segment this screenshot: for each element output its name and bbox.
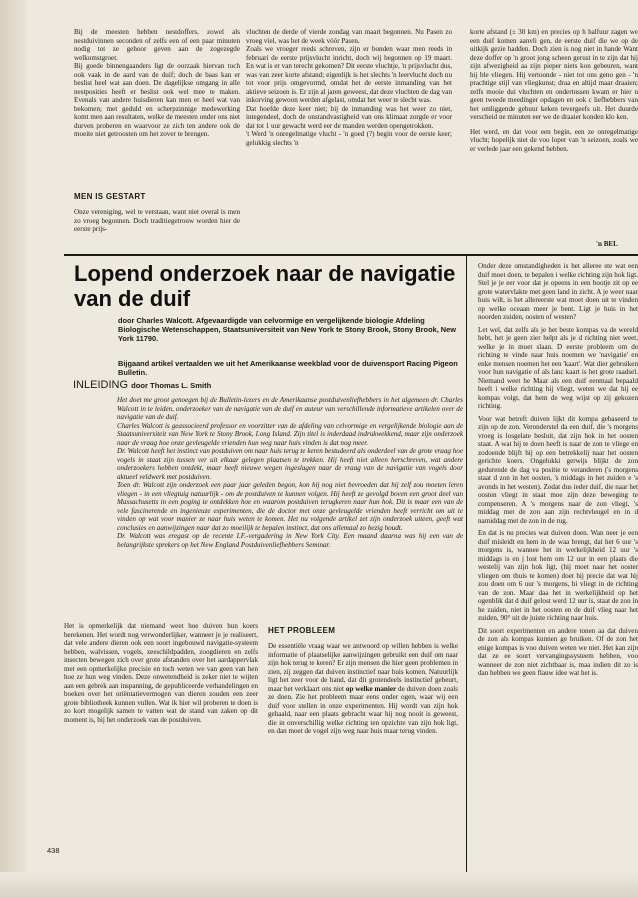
article-column-b xyxy=(268,642,458,864)
paragraph: Bij goede binnengaanders ligt de oorzaak hiervan toch ook vaak in de aard van de duif; doch de baas kan er beslist heel wat aan doen. De dagelijkse omgang in alle nestposities heeft er beslist ook wel mee te maken. Evenals van andere huisdieren kan men er heel wat van bekomen; met geduld en scherpzinnige medewerking komt men aan resultaten, welke de meesten onder ons niet durven proberen en waarvoor ze zich ten andere ook de moeite niet getroosten om het zover te brengen. xyxy=(74,62,240,138)
text: de duiven doen zoals ze doen. Zie het probleem maar eens onder ogen, waar wij een duif voor stellen in onze experimenten. Hij wordt van zijn hok gehaald, naar een plaats gebracht waar hij nog nooit is geweest, die in onverschillig welke richting ten opzichte van zijn hok ligt, en dan moet de vogel zijn weg naar huis maar terug vinden. xyxy=(268,684,459,735)
intro-paragraph: Het doet me groot genoegen bij de Bulletin-lezers en de Amerikaanse postduivenliefhebbers in het algemeen dr. Charles Walcott in te leiden, onderzoeker van de navigatie van de duif en auteur van verschillende informatieve artikelen over de navigatie van de duif. xyxy=(117,396,463,421)
paragraph: Onze vereniging, wel te verstaan, want niet overal is men zo vroeg begonnen. Doch traditiegetrouw worden hier de eerste prijs- xyxy=(74,208,240,233)
intro-heading xyxy=(73,379,211,391)
paragraph: korte afstand (± 30 km) en precies op h halfuur zagen we een duif komen aanvli gen, de eerste duif die we op de uitkijk gezie hadden. Doch zien is nog niet in hande Want deze doffer op 'n groot jong scheen gerust in te zijn dat hij zijn afwezigheid aa zijn pieper niets kon gebeuren, want hij ble vliegen. Hij vertoonde - niet tot ons geno gen - 'n prachtige stijl van vliegkunst; draa en altijd maar draaien; zelfs mooie dui vluchten en ondertussen kwam er hier n geen tweede meedinger opdagen en ook c liefhebbers van het omliggende gebuur keken tevergeefs uit. Het duurde verscheid ne minuten eer we de draaier konden klo ken. xyxy=(470,28,638,121)
top-column-1-upper xyxy=(74,74,240,188)
signature: 'n BEL xyxy=(596,240,618,248)
paragraph: Het werd, en dat voor een begin, een ze onregelmatige vlucht; hopelijk niet de voo loper van 'n seizoen, zoals we er verlede jaar een gekend hebben. xyxy=(470,127,638,153)
paragraph: 't Werd 'n onregelmatige vlucht - 'n goed (?) begin voor de eerste keer; gelukkig slechts 'n xyxy=(246,130,452,147)
text: De essentiële vraag waar we antwoord op willen hebben is welke informatie of plaatselijke aanwijzingen gebruikt een duif om naar zijn hok terug te keren? Er zijn mensen die hier geen problemen in zien, zij zeggen dat duiven instinctief naar huis komen. Natuurlijk ligt het zeer voor de hand, dat dit grotendeels instinctief gebeurt, maar het verklaart ons niet xyxy=(268,642,458,693)
vertical-divider xyxy=(466,256,467,874)
article-title: Lopend onderzoek naar de navigatie van de duif xyxy=(74,261,456,311)
intro-paragraph: Dr. Walcott heeft het instinct van postduiven om naar huis terug te keren bestudeerd als onderdeel van de grote vraag hoe vogels in staat zijn tussen ver uit elkaar gelegen plaatsen te trekken. Hij heeft niet alleen herschreven, wat andere onderzoekers hebben ontdekt, maar heeft nieuwe wegen ingeslagen naar de vraag van de navigatie van vogels door aktueel veldwerk met postduiven. xyxy=(117,447,463,481)
paragraph: Onder deze omstandigheden is het alleree ste wat een duif moet doen, te bepalen i welke richting zijn hok ligt. Stel je je eer voor dat je opeens in een bootje zit op ee grote watervlakte met geen land in zicht. A je weer naar huis wilt, is het allereerste wat moet doen uit te vinden op welke oceaan meer je bent. Ligt je huis in het noorden zuiden, oosten of westen? xyxy=(478,262,638,321)
article-column-a xyxy=(64,622,258,862)
emphasis: op welke manier xyxy=(345,684,397,693)
top-column-1-continued xyxy=(74,208,240,248)
paragraph: En dat is nu precies wat duiven doen. Wan neer je een duif misleidt en hem in de waa brengt, dat het 6 uur 's morgens is, wannee het in werkelijkheid 12 uur 's middags is en j lost hem om 12 uur in een plaats die westelij van zijn hok ligt, (hij moet naar het ooster vliegen om thuis te komen) doet hij precie dat wat hij zou doen om 6 uur 's morgens, hi vliegt in de richting van de zon. Maar daa het in werkelijkheid op het ogenblik dat d duif gelost werd 12 uur is, staat de zon in he zuiden, niet in het oosten en de duif vlieg naar het zuiden, 90° uit de juiste richting naar huis. xyxy=(478,529,638,622)
page-bottom-edge xyxy=(0,872,638,898)
intro-paragraph: Toen dr. Walcott zijn onderzoek een paar jaar geleden begon, kon hij nog niet bevroeden dat hij zelf zou moeten leren vliegen - in een vliegtuig natuurlijk - om de postduiven te kunnen volgen. Hij heeft ze gevolgd boven een groot deel van Massachusetts in een poging te ontdekken hoe en waarom postduiven terugkeren naar hun hok. Dit is maar een van de vele fascinerende en ingenieuze experimenten, die de doctor met onze gevleugelde vrienden heeft verricht om uit te vinden op wat voor manier ze naar huis weten te komen. Het nu volgende artikel zet zijn onderzoek uiteen, geeft wat conclusies en aanwijzingen naar dat zo moeilijk te bepalen instinct, dat ons allemaal zo bezig houdt. xyxy=(117,481,463,532)
paragraph: Let wel, dat zelfs als je het beste kompas va de wereld hebt, het je geen zier helpt als je d richting niet weet, welke je in moet slaan. D eerste probleem om de richting te vinde naar huis noemen we 'navigatie' en enke mensen noemen het een 'kaart'. Wat dier gebruiken voor hun navigatie of als lanc kaart is het grote raadsel. Niemand weet he Maar als een duif eenmaal bepaald heeft i welke richting hij vliegt, weten we dat hij ee kompas volgt, dat hem de weg wijst op zij gekozen richting. xyxy=(478,325,638,410)
paragraph: Dit soort experimenten en andere tonen aa dat duiven de zon als kompas kunnen ge bruiken. Of de zon het enige kompas is voo duiven weten we niet. Het kan zijn dat ze ee soort vervangingssysteem hebben, voo wanneer de zon niet zichtbaar is, maa indien dit zo is dan hebben we geen flauw idee wat het is. xyxy=(478,626,638,677)
article-byline: door Charles Walcott. Afgevaardigde van celvormige en vergelijkende biologie Afdeling Biologische Wetenschappen, Staatsuniversiteit van New York te Stony Brook, Stony Brook, New York 11790. xyxy=(118,316,456,343)
binding-edge xyxy=(0,0,26,898)
horizontal-divider xyxy=(64,254,638,256)
intro-paragraph: Charles Walcott is geassocieerd professor en voorzitter van de afdeling van celvormige en vergelijkende biologie aan de Staatsuniversiteit van New York te Stony Brook, Long Island. Zijn titel is inderdaad indrukwekkend, maar zijn onderzoek naar de vraag hoe onze gevleugelde vrienden hun weg naar huis vinden is dat nog meer. xyxy=(117,421,463,447)
intro-label: INLEIDING xyxy=(73,379,129,391)
paragraph: Dat hoefde deze keer niet; bij de inmanding was het weer zo niet, integendeel, doch de onstandvastigheid van ons klimaat zorgde er voor dat tot 1 uur gewacht werd eer de manden werden opengetrokken. xyxy=(246,104,452,130)
paragraph xyxy=(268,642,458,736)
intro-author: door Thomas L. Smith xyxy=(131,381,212,390)
top-column-2 xyxy=(246,28,452,248)
article-note: Bijgaand artikel vertaalden we uit het Amerikaanse weekblad voor de duivensport Racing Pigeon Bulletin. xyxy=(118,359,458,377)
section-heading: MEN IS GESTART xyxy=(74,192,146,201)
paragraph: Voor wat betreft duiven lijkt dit kompa gebaseerd te zijn op de zon. Veronderstel da een duif, die 's morgens vroeg is losgelate besluit, dat zijn hok in het oosten staat. A wat hij te doen heeft is naar de zon te vliege en zodoende blijft hij op een betrekkelij naar het oosten gerichte koers. Ongelukki gerwijs blijkt de zon gedurende de dag va positie te veranderen ('s morgens staat d zon in het oosten, 's middags in het zuiden e 's avonds in het westen). Zodat dus ieder duif, die naar het oosten vliegt in staat moe zijn deze beweging te compenseren. A 's morgens naar de zon vliegt, 's middag met de zon aan zijn rechtvleugel en in d namiddag met de zon in de rug. xyxy=(478,414,638,525)
top-column-3 xyxy=(470,28,638,234)
paragraph: vluchten de derde of vierde zondag van maart begonnen. Nu Pasen zo vroeg viel, was het de week vóór Pasen. xyxy=(246,28,452,45)
intro-paragraph: Dr. Walcott was eregast op de recente I.F.-vergadering in New York City. Een maand daarna was hij een van de belangrijkste sprekers op het New England Postduivenliefhebbers Seminar. xyxy=(117,532,463,549)
intro-text xyxy=(117,396,463,549)
paragraph: Zoals we vroeger reeds schreven, zijn er bonden waar men reeds in februari de eerste prijsvlucht inricht, doch wij begonnen op 19 maart. En wat is er van terecht gekomen? Dit eerste vluchtje, 'n prijsvlucht dus, was van zeer korte afstand; eigenlijk is het slechts 'n leervlucht doch nu tot voor prijs omgevormd, omdat het de eerste inmanding van het aktieve seizoen is. Er zijn al jaren geweest, dat deze vluchten de dag van inkorving gewoon werden afgelast, omdat het weer te slecht was. xyxy=(246,45,452,104)
paragraph: Bij de meesten hebben nestdoffers, zowel als nestduivinnen seconden of zelfs een of een paar minuten nodig tot ze gehoor geven aan de zogezegde welkomstgroet. xyxy=(74,28,240,62)
article-column-c xyxy=(478,262,638,866)
section-heading: HET PROBLEEM xyxy=(268,626,336,635)
paragraph: Het is opmerkelijk dat niemand weet hoe duiven hun koers berekenen. Het wordt nog verwonderlijker, wanneer je je realiseert, dat vele andere dieren ook een soort ingebouwd navigatie-systeem hebben, walvissen, vogels, zeeschildpadden, zoogdieren en zelfs insecten bewegen zich over grote afstanden over het aardappervlak met een opmerkelijke precisie en toch weten we van geen van hen hoe ze hun weg vinden. Deze onwetendheid is zeker niet te wijten aan een gebrek aan inspanning, de gepubliceerde verhandelingen en boeken over het oriëntatievermogen van dieren zouden een zeer grote bibliotheek kunnen vullen. Wat ik hier wil proberen te doen is zo kort mogelijk samen te vatten wat de stand van zaken op dit moment is, bij het onderzoek van de postduiven. xyxy=(64,622,258,724)
page-number: 438 xyxy=(47,846,60,855)
